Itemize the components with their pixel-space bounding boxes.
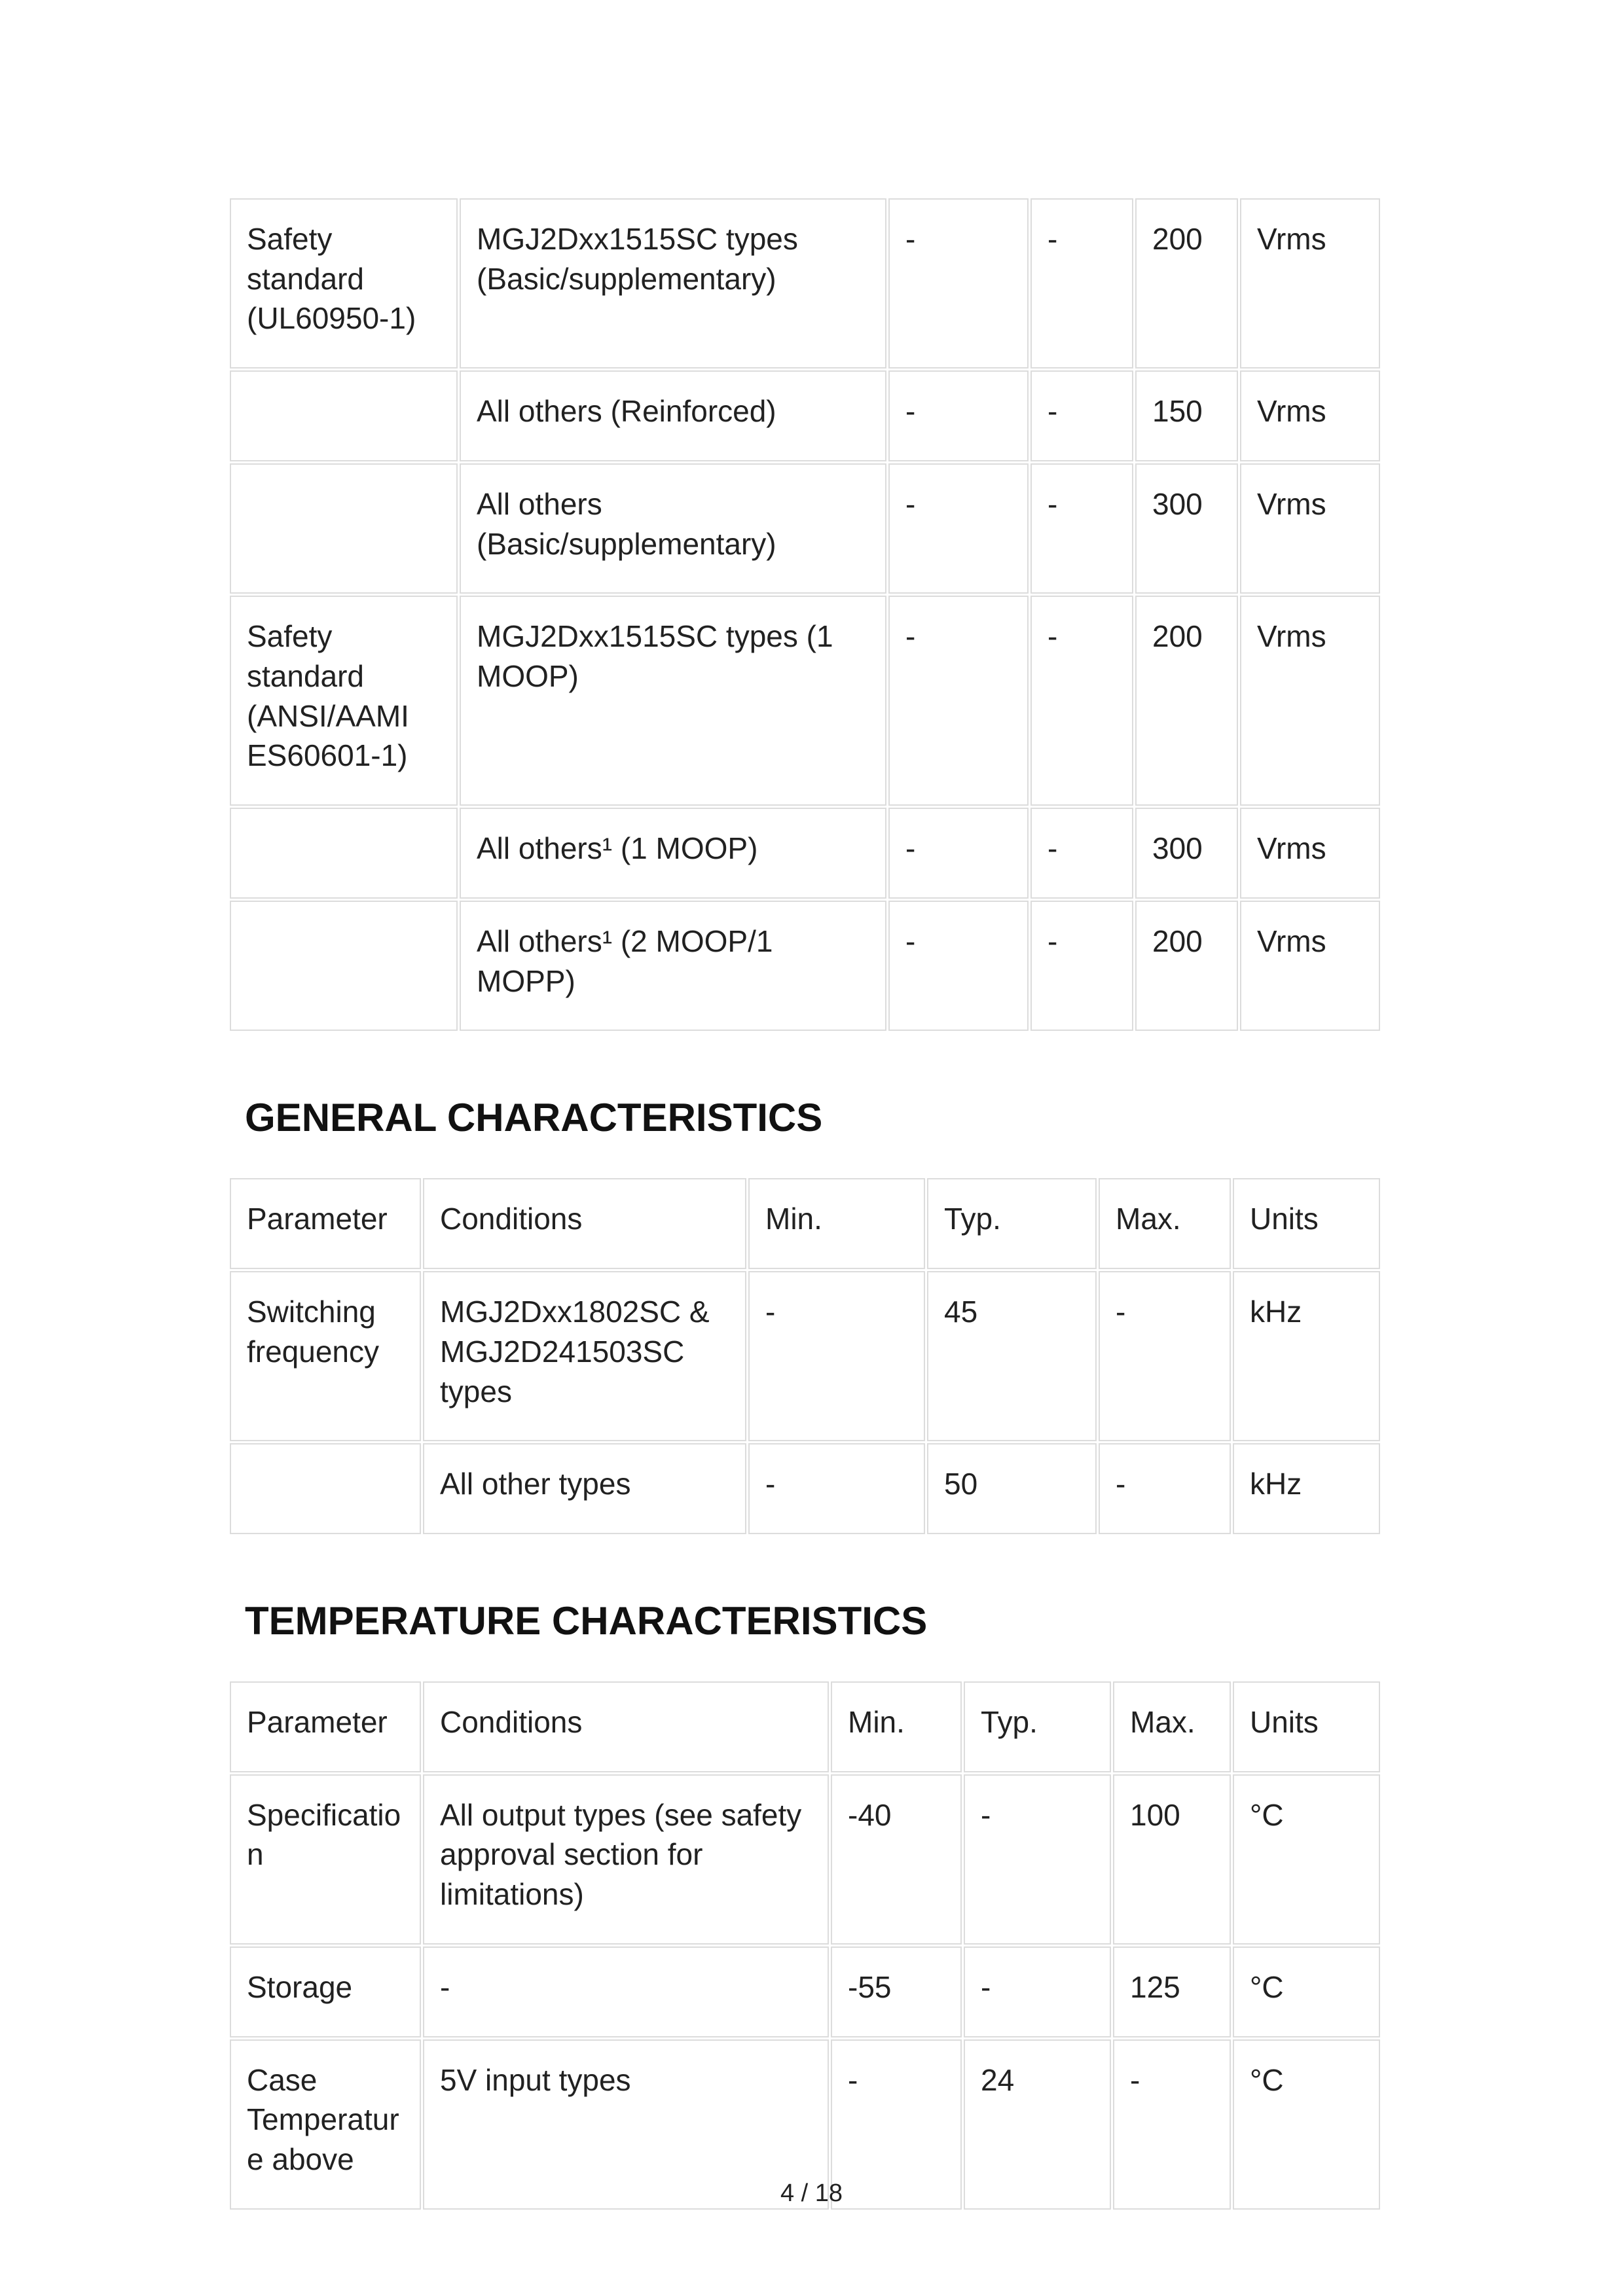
max-cell: 200 <box>1135 596 1238 806</box>
min-cell: - <box>888 198 1029 368</box>
col-header-conditions: Conditions <box>423 1178 746 1269</box>
units-cell: Vrms <box>1240 463 1380 594</box>
max-cell: 300 <box>1135 808 1238 899</box>
typ-cell: - <box>1030 901 1133 1031</box>
temperature-characteristics-table <box>228 1679 1382 2212</box>
conditions-cell: - <box>423 1946 829 2037</box>
typ-cell: - <box>1030 808 1133 899</box>
param-cell <box>230 370 458 461</box>
typ-cell: 24 <box>964 2039 1111 2210</box>
param-cell <box>230 808 458 899</box>
safety-standards-table <box>228 196 1382 1033</box>
conditions-cell: All others¹ (2 MOOP/1 MOPP) <box>460 901 886 1031</box>
units-cell: kHz <box>1233 1271 1380 1441</box>
section-heading-temperature: TEMPERATURE CHARACTERISTICS <box>245 1598 928 1643</box>
table-row <box>230 198 1380 368</box>
units-cell: Vrms <box>1240 901 1380 1031</box>
max-cell: 200 <box>1135 901 1238 1031</box>
col-header-units: Units <box>1233 1178 1380 1269</box>
typ-cell: - <box>1030 463 1133 594</box>
typ-cell: - <box>1030 596 1133 806</box>
min-cell: - <box>748 1271 925 1441</box>
units-cell: Vrms <box>1240 596 1380 806</box>
min-cell: - <box>888 463 1029 594</box>
max-cell: 125 <box>1113 1946 1231 2037</box>
units-cell: kHz <box>1233 1443 1380 1534</box>
table-row <box>230 808 1380 899</box>
table-row <box>230 1946 1380 2037</box>
page-number: 4 / 18 <box>780 2179 843 2207</box>
table-row <box>230 463 1380 594</box>
typ-cell: - <box>1030 370 1133 461</box>
conditions-cell: MGJ2Dxx1515SC types (1 MOOP) <box>460 596 886 806</box>
conditions-cell: All other types <box>423 1443 746 1534</box>
typ-cell: - <box>1030 198 1133 368</box>
min-cell: - <box>888 370 1029 461</box>
col-header-parameter: Parameter <box>230 1681 421 1772</box>
section-heading-general: GENERAL CHARACTERISTICS <box>245 1096 823 1140</box>
param-cell <box>230 1443 421 1534</box>
min-cell: - <box>888 596 1029 806</box>
conditions-cell: All others¹ (1 MOOP) <box>460 808 886 899</box>
param-cell: Safety standard (UL60950-1) <box>230 198 458 368</box>
col-header-max: Max. <box>1099 1178 1231 1269</box>
units-cell: Vrms <box>1240 198 1380 368</box>
conditions-cell: All others (Basic/supplementary) <box>460 463 886 594</box>
units-cell: °C <box>1233 2039 1380 2210</box>
col-header-units: Units <box>1233 1681 1380 1772</box>
table-row <box>230 370 1380 461</box>
max-cell: - <box>1113 2039 1231 2210</box>
page-content <box>228 196 1368 2212</box>
max-cell: - <box>1099 1443 1231 1534</box>
typ-cell: 50 <box>927 1443 1097 1534</box>
param-cell: Case Temperature above <box>230 2039 421 2210</box>
col-header-parameter: Parameter <box>230 1178 421 1269</box>
typ-cell: 45 <box>927 1271 1097 1441</box>
typ-cell: - <box>964 1774 1111 1945</box>
conditions-cell: 5V input types <box>423 2039 829 2210</box>
param-cell: Switching frequency <box>230 1271 421 1441</box>
col-header-min: Min. <box>831 1681 962 1772</box>
max-cell: 100 <box>1113 1774 1231 1945</box>
table-header-row <box>230 1178 1380 1269</box>
typ-cell: - <box>964 1946 1111 2037</box>
table-row <box>230 1443 1380 1534</box>
table-row <box>230 1774 1380 1945</box>
max-cell: 150 <box>1135 370 1238 461</box>
units-cell: °C <box>1233 1946 1380 2037</box>
param-cell <box>230 463 458 594</box>
table-row <box>230 901 1380 1031</box>
min-cell: - <box>888 808 1029 899</box>
table-row <box>230 596 1380 806</box>
param-cell: Storage <box>230 1946 421 2037</box>
table-header-row <box>230 1681 1380 1772</box>
col-header-typ: Typ. <box>964 1681 1111 1772</box>
min-cell: - <box>831 2039 962 2210</box>
col-header-conditions: Conditions <box>423 1681 829 1772</box>
table-row <box>230 1271 1380 1441</box>
max-cell: 200 <box>1135 198 1238 368</box>
col-header-typ: Typ. <box>927 1178 1097 1269</box>
units-cell: Vrms <box>1240 808 1380 899</box>
min-cell: -40 <box>831 1774 962 1945</box>
min-cell: - <box>888 901 1029 1031</box>
max-cell: - <box>1099 1271 1231 1441</box>
units-cell: Vrms <box>1240 370 1380 461</box>
col-header-min: Min. <box>748 1178 925 1269</box>
min-cell: -55 <box>831 1946 962 2037</box>
param-cell: Safety standard (ANSI/AAMI ES60601-1) <box>230 596 458 806</box>
param-cell: Specification <box>230 1774 421 1945</box>
conditions-cell: MGJ2Dxx1515SC types (Basic/supplementary) <box>460 198 886 368</box>
col-header-max: Max. <box>1113 1681 1231 1772</box>
param-cell <box>230 901 458 1031</box>
units-cell: °C <box>1233 1774 1380 1945</box>
conditions-cell: All others (Reinforced) <box>460 370 886 461</box>
min-cell: - <box>748 1443 925 1534</box>
general-characteristics-table <box>228 1176 1382 1536</box>
max-cell: 300 <box>1135 463 1238 594</box>
conditions-cell: MGJ2Dxx1802SC & MGJ2D241503SC types <box>423 1271 746 1441</box>
conditions-cell: All output types (see safety approval section for limitations) <box>423 1774 829 1945</box>
